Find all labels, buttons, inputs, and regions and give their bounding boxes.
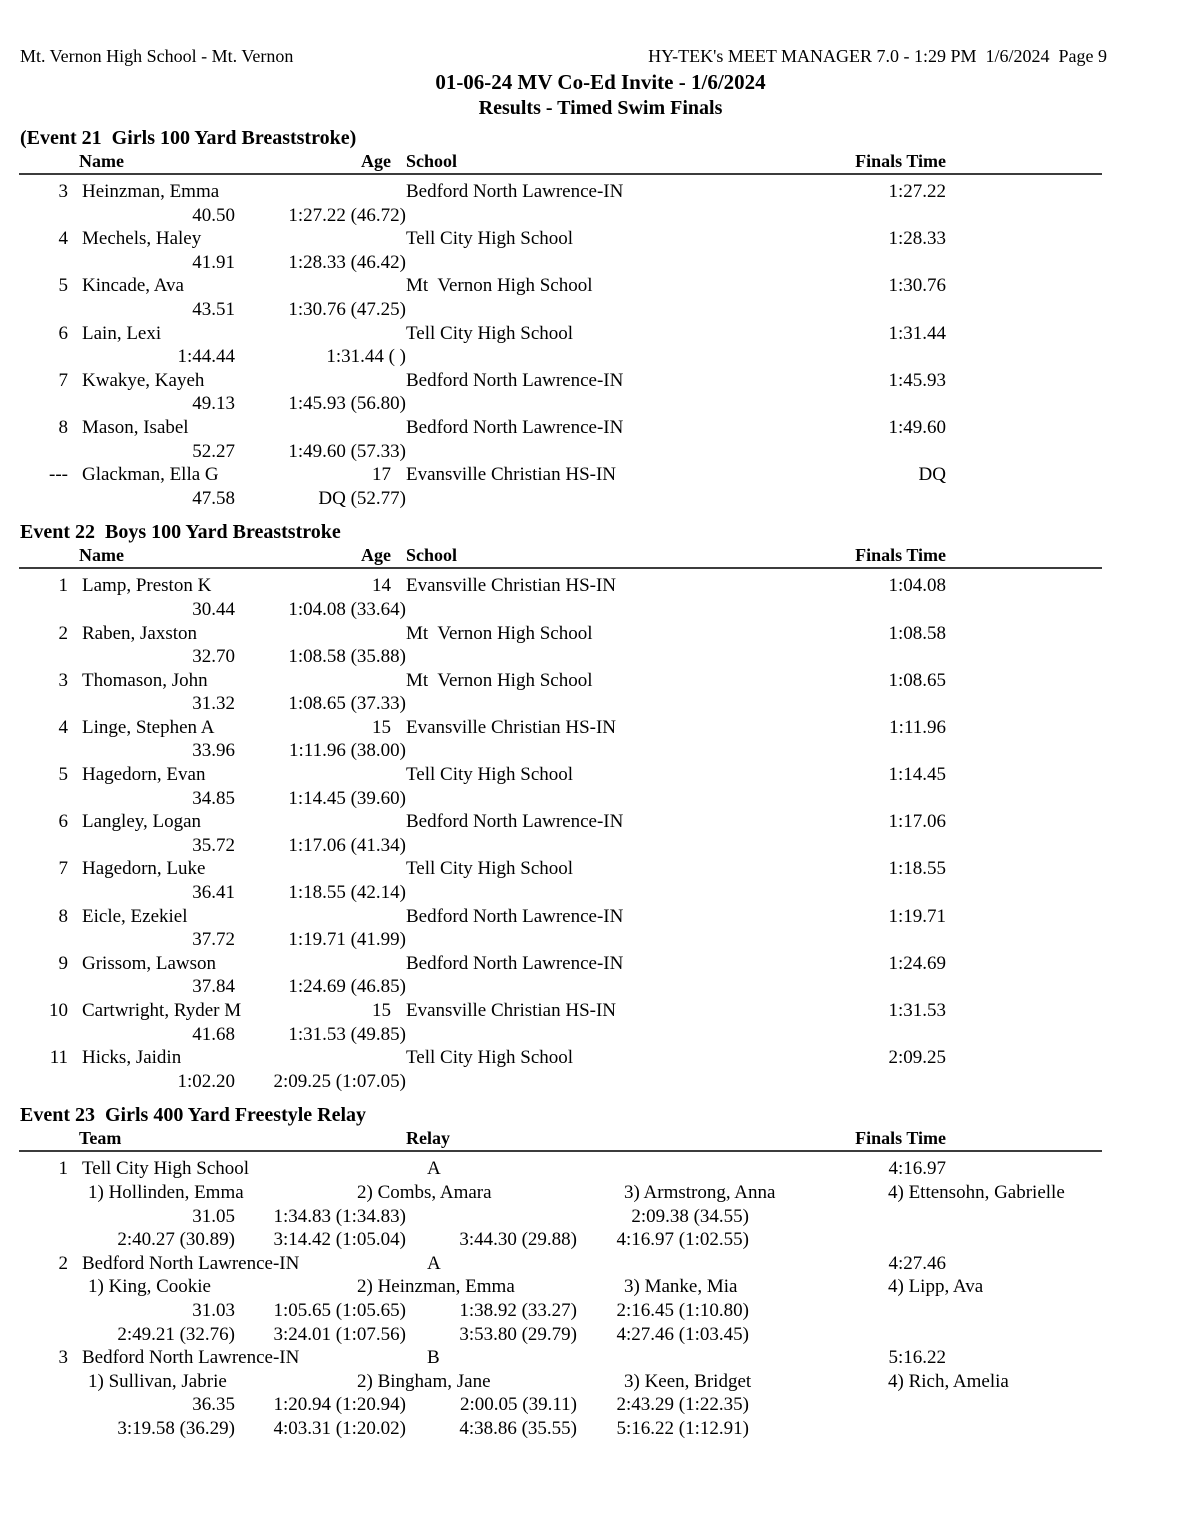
rank-cell: 5 [58,275,68,297]
split-final-cell: DQ (52.77) [318,487,406,509]
relay-swimmer-cell: 3) Keen, Bridget [624,1370,752,1392]
rank-cell: 8 [58,905,68,927]
splits-line [0,928,1201,952]
split-final-cell: 1:30.76 (47.25) [288,298,406,320]
relay-split-cell: 2:16.45 (1:10.80) [616,1299,749,1321]
school-cell: Bedford North Lawrence-IN [406,952,624,974]
relay-swimmer-cell: 3) Armstrong, Anna [624,1181,776,1203]
school-cell: Tell City High School [406,228,574,250]
relay-split-cell: 1:05.65 (1:05.65) [273,1299,406,1321]
result-row [0,999,1201,1046]
split-final-cell: 1:11.96 (38.00) [289,740,406,762]
column-header-school: School [406,151,458,171]
rank-cell: 5 [58,764,68,786]
split-lap-cell: 35.72 [192,834,235,856]
finals-time-cell: 2:09.25 [888,1047,946,1069]
column-header-row [0,151,1201,171]
split-final-cell: 1:27.22 (46.72) [288,204,406,226]
relay-split-cell: 2:43.29 (1:22.35) [616,1394,749,1416]
relay-split-cell: 4:16.97 (1:02.55) [616,1229,749,1251]
finals-time-cell: 1:45.93 [888,369,946,391]
relay-split-cell: 4:03.31 (1:20.02) [273,1417,406,1439]
result-row [0,227,1201,274]
relay-split-cell: 31.05 [192,1205,235,1227]
header-rule [19,567,1102,569]
split-lap-cell: 47.58 [192,487,235,509]
event-section [0,520,1201,1093]
swimmer-name-cell: Lamp, Preston K [82,575,212,597]
relay-split-cell: 3:24.01 (1:07.56) [273,1323,406,1345]
splits-line [0,204,1201,228]
finals-time-cell: 1:18.55 [888,858,946,880]
finals-time-cell: 1:49.60 [888,416,946,438]
relay-splits-line [0,1299,1201,1323]
finals-time-cell: 1:04.08 [888,575,946,597]
school-cell: Bedford North Lawrence-IN [406,181,624,202]
header-rule [19,173,1102,175]
splits-line [0,692,1201,716]
split-final-cell: 1:24.69 (46.85) [288,976,406,998]
rank-cell: 6 [58,811,68,833]
age-cell: 14 [372,575,391,597]
school-cell: Evansville Christian HS-IN [406,716,617,738]
split-final-cell: 1:04.08 (33.64) [288,598,406,620]
school-cell: Evansville Christian HS-IN [406,1000,617,1021]
split-lap-cell: 36.41 [192,882,235,904]
result-main-line [0,416,1201,440]
swimmer-name-cell: Linge, Stephen A [82,716,215,738]
relay-swimmer-cell: 2) Combs, Amara [357,1181,492,1203]
swimmer-name-cell: Raben, Jaxston [82,622,198,644]
relay-swimmers-line [0,1275,1201,1299]
splits-line [0,251,1201,275]
result-main-line [0,369,1201,393]
result-main-line [0,274,1201,298]
splits-line [0,598,1201,622]
finals-time-cell: 1:17.06 [888,811,946,833]
column-header-row [0,545,1201,565]
column-header-finals-time: Finals Time [855,1128,946,1149]
result-row [0,763,1201,810]
relay-split-cell: 2:00.05 (39.11) [460,1394,577,1416]
split-lap-cell: 52.27 [192,440,235,462]
result-main-line [0,622,1201,646]
relay-letter-cell: B [427,1347,440,1369]
result-row [0,857,1201,904]
column-header-school: School [406,545,458,566]
swimmer-name-cell: Langley, Logan [82,811,202,833]
relay-letter-cell: A [427,1252,441,1274]
result-main-line [0,905,1201,929]
relay-split-cell: 5:16.22 (1:12.91) [616,1417,749,1439]
relay-split-cell: 4:27.46 (1:03.45) [616,1323,749,1345]
finals-time-cell: 5:16.22 [888,1347,946,1369]
relay-letter-cell: A [427,1158,441,1180]
relay-swimmer-cell: 4) Rich, Amelia [888,1370,1009,1392]
relay-swimmer-cell: 4) Ettensohn, Gabrielle [888,1181,1065,1203]
swimmer-name-cell: Heinzman, Emma [82,181,220,202]
splits-line [0,975,1201,999]
result-main-line [0,857,1201,881]
split-final-cell: 1:45.93 (56.80) [288,393,406,415]
splits-line [0,440,1201,464]
relay-split-cell: 1:20.94 (1:20.94) [273,1394,406,1416]
split-final-cell: 2:09.25 (1:07.05) [273,1070,406,1092]
school-cell: Tell City High School [406,322,574,344]
team-name-cell: Bedford North Lawrence-IN [82,1252,300,1274]
school-cell: Tell City High School [406,858,574,880]
result-row [0,574,1201,621]
rank-cell: 1 [58,575,68,597]
school-cell: Mt Vernon High School [406,669,593,691]
swimmer-name-cell: Glackman, Ella G [82,464,219,486]
team-name-cell: Bedford North Lawrence-IN [82,1347,300,1369]
relay-split-cell: 2:40.27 (30.89) [117,1229,235,1251]
age-cell: 15 [372,1000,391,1021]
split-final-cell: 1:08.65 (37.33) [288,693,406,715]
finals-time-cell: 1:31.53 [888,1000,946,1021]
finals-time-cell: 1:27.22 [888,181,946,202]
column-header-age: Age [361,545,391,566]
splits-line [0,392,1201,416]
finals-time-cell: 1:11.96 [889,716,946,738]
split-lap-cell: 43.51 [192,298,235,320]
result-main-line [0,1252,1201,1276]
age-cell: 15 [372,716,391,738]
relay-split-cell: 3:44.30 (29.88) [459,1229,577,1251]
swimmer-name-cell: Hagedorn, Evan [82,764,206,786]
school-cell: Evansville Christian HS-IN [406,575,617,597]
finals-time-cell: 1:19.71 [888,905,946,927]
split-lap-cell: 30.44 [192,598,235,620]
relay-split-cell: 1:34.83 (1:34.83) [273,1205,406,1227]
result-main-line [0,322,1201,346]
rank-cell: 1 [58,1158,68,1180]
finals-time-cell: 1:24.69 [888,952,946,974]
relay-splits-line [0,1393,1201,1417]
split-final-cell: 1:08.58 (35.88) [288,646,406,668]
split-lap-cell: 41.91 [192,251,235,273]
column-header-relay: Relay [406,1128,450,1149]
relay-split-cell: 2:49.21 (32.76) [117,1323,235,1345]
event-title: (Event 21 Girls 100 Yard Breaststroke) [20,127,357,149]
result-row [0,322,1201,369]
column-header-name: Name [79,545,124,566]
finals-time-cell: 1:08.65 [888,669,946,691]
school-cell: Bedford North Lawrence-IN [406,905,624,927]
result-row [0,669,1201,716]
relay-swimmer-cell: 2) Heinzman, Emma [357,1276,515,1298]
result-row [0,716,1201,763]
rank-cell: 11 [49,1047,68,1069]
split-lap-cell: 41.68 [192,1023,235,1045]
relay-split-cell: 2:09.38 (34.55) [631,1205,749,1227]
relay-split-cell: 36.35 [192,1394,235,1416]
software-stamp-label: HY-TEK's MEET MANAGER 7.0 - 1:29 PM 1/6/2024 Page 9 [648,46,1107,66]
result-row [0,463,1201,510]
split-final-cell: 1:14.45 (39.60) [288,787,406,809]
split-final-cell: 1:31.44 ( ) [326,346,406,368]
finals-time-cell: 1:08.58 [888,622,946,644]
column-header-team: Team [79,1128,122,1149]
school-cell: Bedford North Lawrence-IN [406,416,624,438]
result-main-line [0,952,1201,976]
result-main-line [0,1157,1201,1181]
event-sections [0,126,1201,1441]
result-main-line [0,810,1201,834]
column-header-name: Name [79,151,124,171]
result-main-line [0,1046,1201,1070]
rank-cell: --- [49,464,68,486]
relay-splits-line [0,1417,1201,1441]
relay-split-cell: 3:53.80 (29.79) [459,1323,577,1345]
relay-splits-line [0,1205,1201,1229]
meet-title: 01-06-24 MV Co-Ed Invite - 1/6/2024 [435,70,766,94]
swimmer-name-cell: Hicks, Jaidin [82,1047,182,1069]
split-final-cell: 1:17.06 (41.34) [288,834,406,856]
result-row [0,369,1201,416]
header-rule [19,1150,1102,1152]
school-cell: Tell City High School [406,1047,574,1069]
rank-cell: 7 [58,369,68,391]
result-row [0,810,1201,857]
rank-cell: 10 [49,1000,68,1021]
result-row [0,1157,1201,1251]
relay-splits-line [0,1228,1201,1252]
school-cell: Tell City High School [406,764,574,786]
split-lap-cell: 31.32 [192,693,235,715]
relay-swimmer-cell: 1) Hollinden, Emma [88,1181,244,1203]
result-row [0,1046,1201,1093]
report-subtitle: Results - Timed Swim Finals [478,97,723,119]
split-lap-cell: 1:02.20 [177,1070,235,1092]
splits-line [0,645,1201,669]
host-school-label: Mt. Vernon High School - Mt. Vernon [20,46,294,66]
swimmer-name-cell: Cartwright, Ryder M [82,1000,242,1021]
school-cell: Bedford North Lawrence-IN [406,811,624,833]
result-row [0,622,1201,669]
result-main-line [0,1346,1201,1370]
result-main-line [0,463,1201,487]
swimmer-name-cell: Thomason, John [82,669,208,691]
school-cell: Evansville Christian HS-IN [406,464,617,486]
relay-swimmer-cell: 4) Lipp, Ava [888,1276,984,1298]
result-row [0,952,1201,999]
splits-line [0,881,1201,905]
split-lap-cell: 32.70 [192,646,235,668]
rank-cell: 4 [58,716,68,738]
splits-line [0,487,1201,511]
relay-swimmers-line [0,1181,1201,1205]
result-row [0,905,1201,952]
finals-time-cell: 1:28.33 [888,228,946,250]
splits-line [0,834,1201,858]
result-row [0,180,1201,227]
result-main-line [0,716,1201,740]
result-row [0,1252,1201,1346]
splits-line [0,739,1201,763]
rank-cell: 3 [58,1347,68,1369]
split-lap-cell: 49.13 [192,393,235,415]
rank-cell: 4 [58,228,68,250]
result-row [0,416,1201,463]
result-main-line [0,763,1201,787]
event-section [0,1103,1201,1440]
relay-splits-line [0,1323,1201,1347]
relay-swimmer-cell: 2) Bingham, Jane [357,1370,491,1392]
finals-time-cell: 1:30.76 [888,275,946,297]
result-main-line [0,227,1201,251]
result-main-line [0,180,1201,204]
result-row [0,274,1201,321]
relay-split-cell: 3:19.58 (36.29) [117,1417,235,1439]
split-final-cell: 1:28.33 (46.42) [288,251,406,273]
splits-line [0,1023,1201,1047]
result-main-line [0,999,1201,1023]
split-final-cell: 1:31.53 (49.85) [288,1023,406,1045]
rank-cell: 3 [58,669,68,691]
finals-time-cell: DQ [918,464,946,486]
rank-cell: 6 [58,322,68,344]
split-lap-cell: 1:44.44 [177,346,235,368]
swimmer-name-cell: Eicle, Ezekiel [82,905,188,927]
swimmer-name-cell: Lain, Lexi [82,322,162,344]
result-row [0,1346,1201,1440]
swimmer-name-cell: Grissom, Lawson [82,952,217,974]
split-final-cell: 1:49.60 (57.33) [288,440,406,462]
splits-line [0,1070,1201,1094]
team-name-cell: Tell City High School [82,1158,250,1180]
finals-time-cell: 4:16.97 [888,1158,946,1180]
result-main-line [0,574,1201,598]
relay-split-cell: 4:38.86 (35.55) [459,1417,577,1439]
finals-time-cell: 1:31.44 [888,322,946,344]
column-header-row [0,1128,1201,1148]
splits-line [0,298,1201,322]
rank-cell: 9 [58,952,68,974]
page-header-row [0,44,1201,68]
rank-cell: 3 [58,181,68,202]
swimmer-name-cell: Hagedorn, Luke [82,858,206,880]
school-cell: Mt Vernon High School [406,622,593,644]
finals-time-cell: 1:14.45 [888,764,946,786]
event-section [0,126,1201,510]
split-final-cell: 1:18.55 (42.14) [288,882,406,904]
relay-swimmer-cell: 1) King, Cookie [88,1276,211,1298]
relay-swimmer-cell: 3) Manke, Mia [624,1276,738,1298]
split-lap-cell: 34.85 [192,787,235,809]
relay-split-cell: 3:14.42 (1:05.04) [273,1229,406,1251]
rank-cell: 7 [58,858,68,880]
splits-line [0,345,1201,369]
finals-time-cell: 4:27.46 [888,1252,946,1274]
split-final-cell: 1:19.71 (41.99) [288,929,406,951]
result-main-line [0,669,1201,693]
relay-swimmer-cell: 1) Sullivan, Jabrie [88,1370,227,1392]
swimmer-name-cell: Kincade, Ava [82,275,184,297]
rank-cell: 8 [58,416,68,438]
split-lap-cell: 37.72 [192,929,235,951]
column-header-age: Age [361,151,391,171]
split-lap-cell: 33.96 [192,740,235,762]
swimmer-name-cell: Mechels, Haley [82,228,202,250]
event-title: Event 22 Boys 100 Yard Breaststroke [20,521,341,544]
relay-split-cell: 1:38.92 (33.27) [459,1299,577,1321]
relay-split-cell: 31.03 [192,1299,235,1321]
rank-cell: 2 [58,1252,68,1274]
school-cell: Bedford North Lawrence-IN [406,369,624,391]
relay-swimmers-line [0,1370,1201,1394]
column-header-finals-time: Finals Time [855,545,946,566]
age-cell: 17 [372,464,391,486]
event-title: Event 23 Girls 400 Yard Freestyle Relay [20,1104,367,1127]
swimmer-name-cell: Kwakye, Kayeh [82,369,205,391]
splits-line [0,787,1201,811]
rank-cell: 2 [58,622,68,644]
school-cell: Mt Vernon High School [406,275,593,297]
split-lap-cell: 37.84 [192,976,235,998]
swimmer-name-cell: Mason, Isabel [82,416,189,438]
column-header-finals-time: Finals Time [855,151,946,171]
split-lap-cell: 40.50 [192,204,235,226]
